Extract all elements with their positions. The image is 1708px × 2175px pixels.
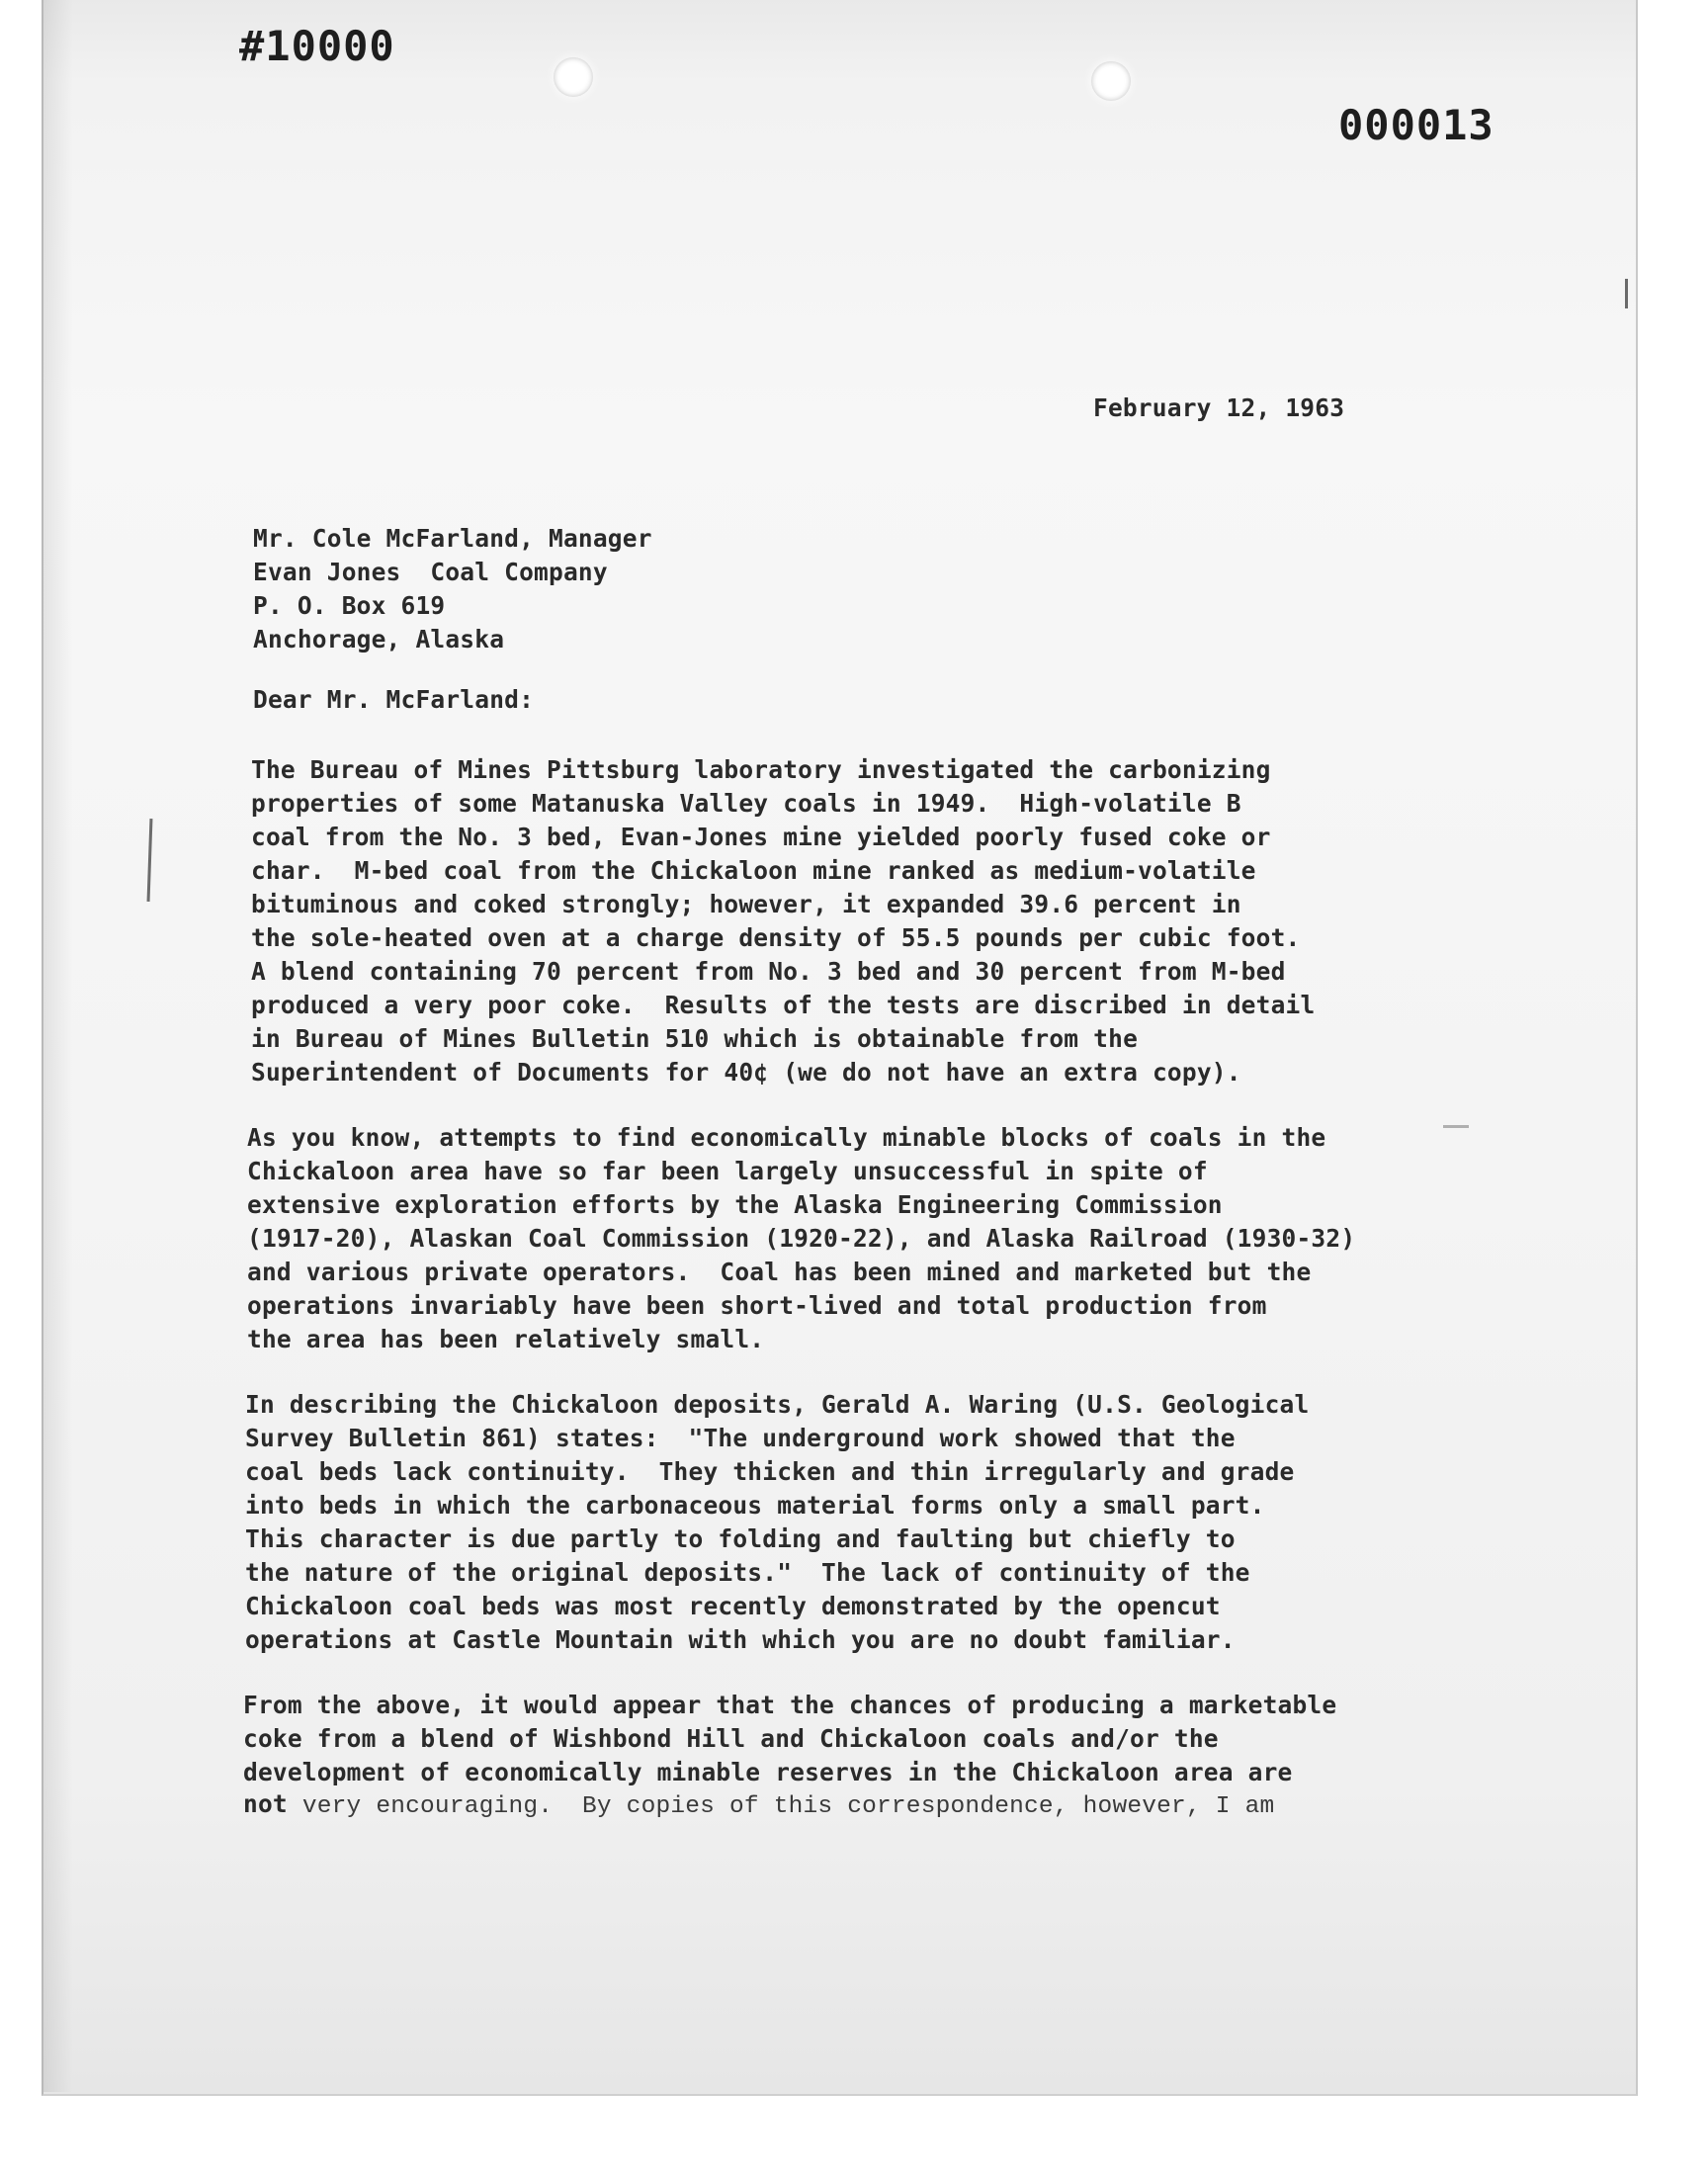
- text-line: operations invariably have been short-lived and total production from: [247, 1291, 1267, 1320]
- file-number-stamp: #10000: [239, 22, 395, 70]
- text-line: Superintendent of Documents for 40¢ (we do not have an extra copy).: [251, 1058, 1241, 1087]
- text-line: extensive exploration efforts by the Alaska Engineering Commission: [247, 1190, 1223, 1219]
- text-line: From the above, it would appear that the chances of producing a marketable: [243, 1691, 1337, 1719]
- text-line: Mr. Cole McFarland, Manager: [253, 524, 652, 553]
- text-line: into beds in which the carbonaceous material forms only a small part.: [245, 1491, 1265, 1520]
- final-line-bold-text: not: [243, 1789, 302, 1818]
- text-line: In describing the Chickaloon deposits, Gerald A. Waring (U.S. Geological: [245, 1390, 1310, 1419]
- text-line: Anchorage, Alaska: [253, 625, 505, 653]
- final-line: [243, 1789, 1274, 1820]
- text-line: Chickaloon coal beds was most recently demonstrated by the opencut: [245, 1592, 1221, 1620]
- text-line: development of economically minable reserves in the Chickaloon area are: [243, 1758, 1293, 1786]
- text-line: bituminous and coked strongly; however, it expanded 39.6 percent in: [251, 890, 1241, 918]
- text-line: P. O. Box 619: [253, 591, 446, 620]
- page-edge-shadow: [43, 0, 73, 2092]
- text-line: Survey Bulletin 861) states: "The underground work showed that the: [245, 1424, 1236, 1452]
- stray-mark: [1443, 1125, 1469, 1128]
- page-number-stamp: 000013: [1338, 101, 1494, 149]
- text-line: (1917-20), Alaskan Coal Commission (1920-22), and Alaska Railroad (1930-32): [247, 1224, 1356, 1253]
- text-line: properties of some Matanuska Valley coals in 1949. High-volatile B: [251, 789, 1241, 818]
- text-line: the area has been relatively small.: [247, 1325, 765, 1353]
- text-line: operations at Castle Mountain with which you are no doubt familiar.: [245, 1625, 1236, 1654]
- punch-hole-left: [554, 57, 593, 97]
- text-line: coal from the No. 3 bed, Evan-Jones mine yielded poorly fused coke or: [251, 823, 1271, 851]
- punch-hole-right: [1091, 61, 1131, 101]
- text-line: Evan Jones Coal Company: [253, 558, 608, 586]
- letter-date: February 12, 1963: [1093, 393, 1345, 422]
- text-line: and various private operators. Coal has been mined and marketed but the: [247, 1258, 1312, 1286]
- text-line: The Bureau of Mines Pittsburg laboratory investigated the carbonizing: [251, 755, 1271, 784]
- text-line: in Bureau of Mines Bulletin 510 which is obtainable from the: [251, 1024, 1139, 1053]
- text-line: produced a very poor coke. Results of the tests are discribed in detail: [251, 991, 1316, 1019]
- salutation: Dear Mr. McFarland:: [253, 685, 535, 714]
- text-line: A blend containing 70 percent from No. 3 bed and 30 percent from M-bed: [251, 957, 1286, 986]
- text-line: coke from a blend of Wishbond Hill and Chickaloon coals and/or the: [243, 1724, 1219, 1753]
- edge-mark: [1625, 279, 1628, 308]
- text-line: char. M-bed coal from the Chickaloon mine ranked as medium-volatile: [251, 856, 1256, 885]
- text-line: As you know, attempts to find economically minable blocks of coals in the: [247, 1123, 1326, 1152]
- text-line: This character is due partly to folding and faulting but chiefly to: [245, 1524, 1236, 1553]
- text-line: the nature of the original deposits." The lack of continuity of the: [245, 1558, 1250, 1587]
- text-line: coal beds lack continuity. They thicken and thin irregularly and grade: [245, 1457, 1295, 1486]
- text-line: the sole-heated oven at a charge density of 55.5 pounds per cubic foot.: [251, 923, 1301, 952]
- final-line-text: very encouraging. By copies of this correspondence, however, I am: [301, 1793, 1275, 1820]
- text-line: Chickaloon area have so far been largely unsuccessful in spite of: [247, 1157, 1208, 1185]
